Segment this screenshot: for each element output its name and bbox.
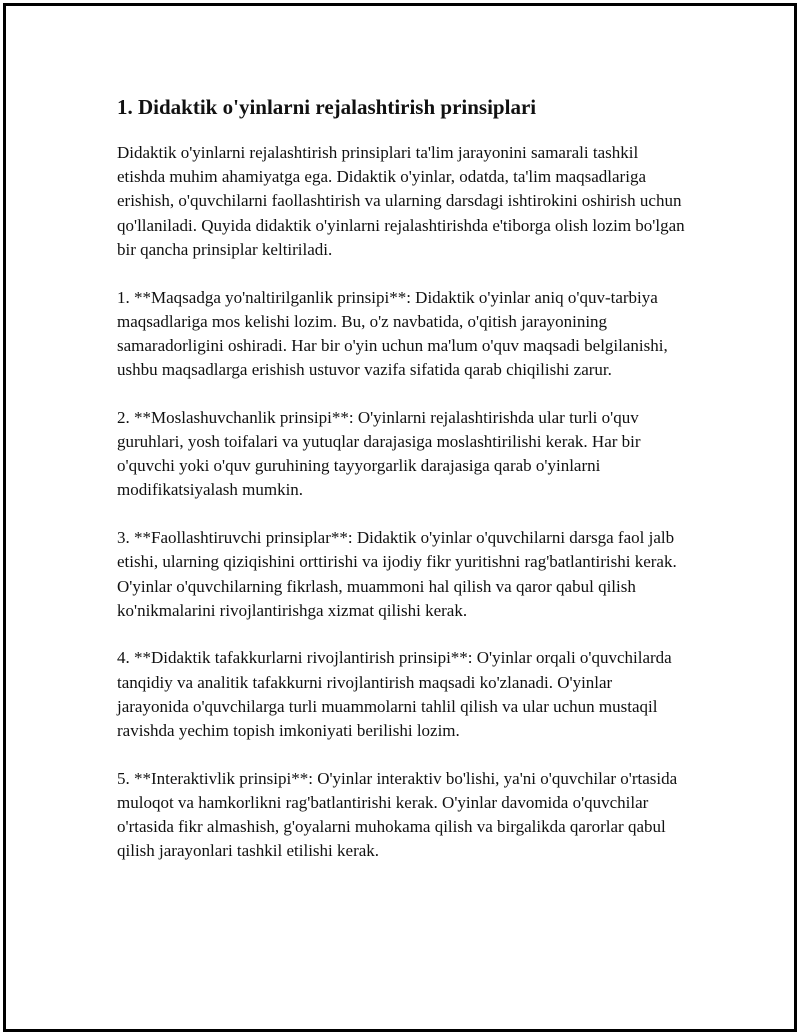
intro-paragraph: Didaktik o'yinlarni rejalashtirish prinsiplari ta'lim jarayonini samarali tashkil etishda muhim ahamiyatga ega. Didaktik o'yinlar, odatda, ta'lim maqsadlariga erishish, o'quvchilarni faollashtirish va ularning darsdagi ishtirokini oshirish uchun qo'llaniladi. Quyida didaktik o'yinlarni rejalashtirishda e'tiborga olish lozim bo'lgan bir qancha prinsiplar keltiriladi. (117, 143, 685, 259)
principle-paragraph-5: 5. **Interaktivlik prinsipi**: O'yinlar interaktiv bo'lishi, ya'ni o'quvchilar o'rtasida muloqot va hamkorlikni rag'batlantirishi kerak. O'yinlar davomida o'quvchilar o'rtasida fikr almashish, g'oyalarni muhokama qilish va birgalikda qarorlar qabul qilish jarayonlari tashkil etilishi kerak. (117, 768, 678, 861)
document-heading: 1. Didaktik o'yinlarni rejalashtirish prinsiplari (117, 95, 537, 119)
principle-paragraph-4: 4. **Didaktik tafakkurlarni rivojlantirish prinsipi**: O'yinlar orqali o'quvchilarda tanqidiy va analitik tafakkurni rivojlantirish maqsadi ko'zlanadi. O'yinlar jarayonida o'quvchilarga turli muammolarni tahlil qilish va ular uchun mustaqil ravishda yechim topish imkoniyati berilishi lozim. (117, 648, 672, 741)
principle-paragraph-1: 1. **Maqsadga yo'naltirilganlik prinsipi**: Didaktik o'yinlar aniq o'quv-tarbiya maqsadlariga mos kelishi lozim. Bu, o'z navbatida, o'qitish jarayonining samaradorligini oshiradi. Har bir o'yin uchun ma'lum o'quv maqsadi belgilanishi, ushbu maqsadlarga erishish ustuvor vazifa sifatida qarab chiqilishi zarur. (117, 287, 668, 380)
principle-paragraph-2: 2. **Moslashuvchanlik prinsipi**: O'yinlarni rejalashtirishda ular turli o'quv guruhlari, yosh toifalari va yutuqlar darajasiga moslashtirilishi kerak. Har bir o'quvchi yoki o'quv guruhining tayyorgarlik darajasiga qarab o'yinlarni modifikatsiyalash mumkin. (117, 407, 641, 500)
document-body (117, 93, 687, 864)
principle-paragraph-3: 3. **Faollashtiruvchi prinsiplar**: Didaktik o'yinlar o'quvchilarni darsga faol jalb etishi, ularning qiziqishini orttirishi va ijodiy fikr yuritishni rag'batlantirishi kerak. O'yinlar o'quvchilarning fikrlash, muammoni hal qilish va qaror qabul qilish ko'nikmalarini rivojlantirishga xizmat qilishi kerak. (117, 528, 677, 620)
